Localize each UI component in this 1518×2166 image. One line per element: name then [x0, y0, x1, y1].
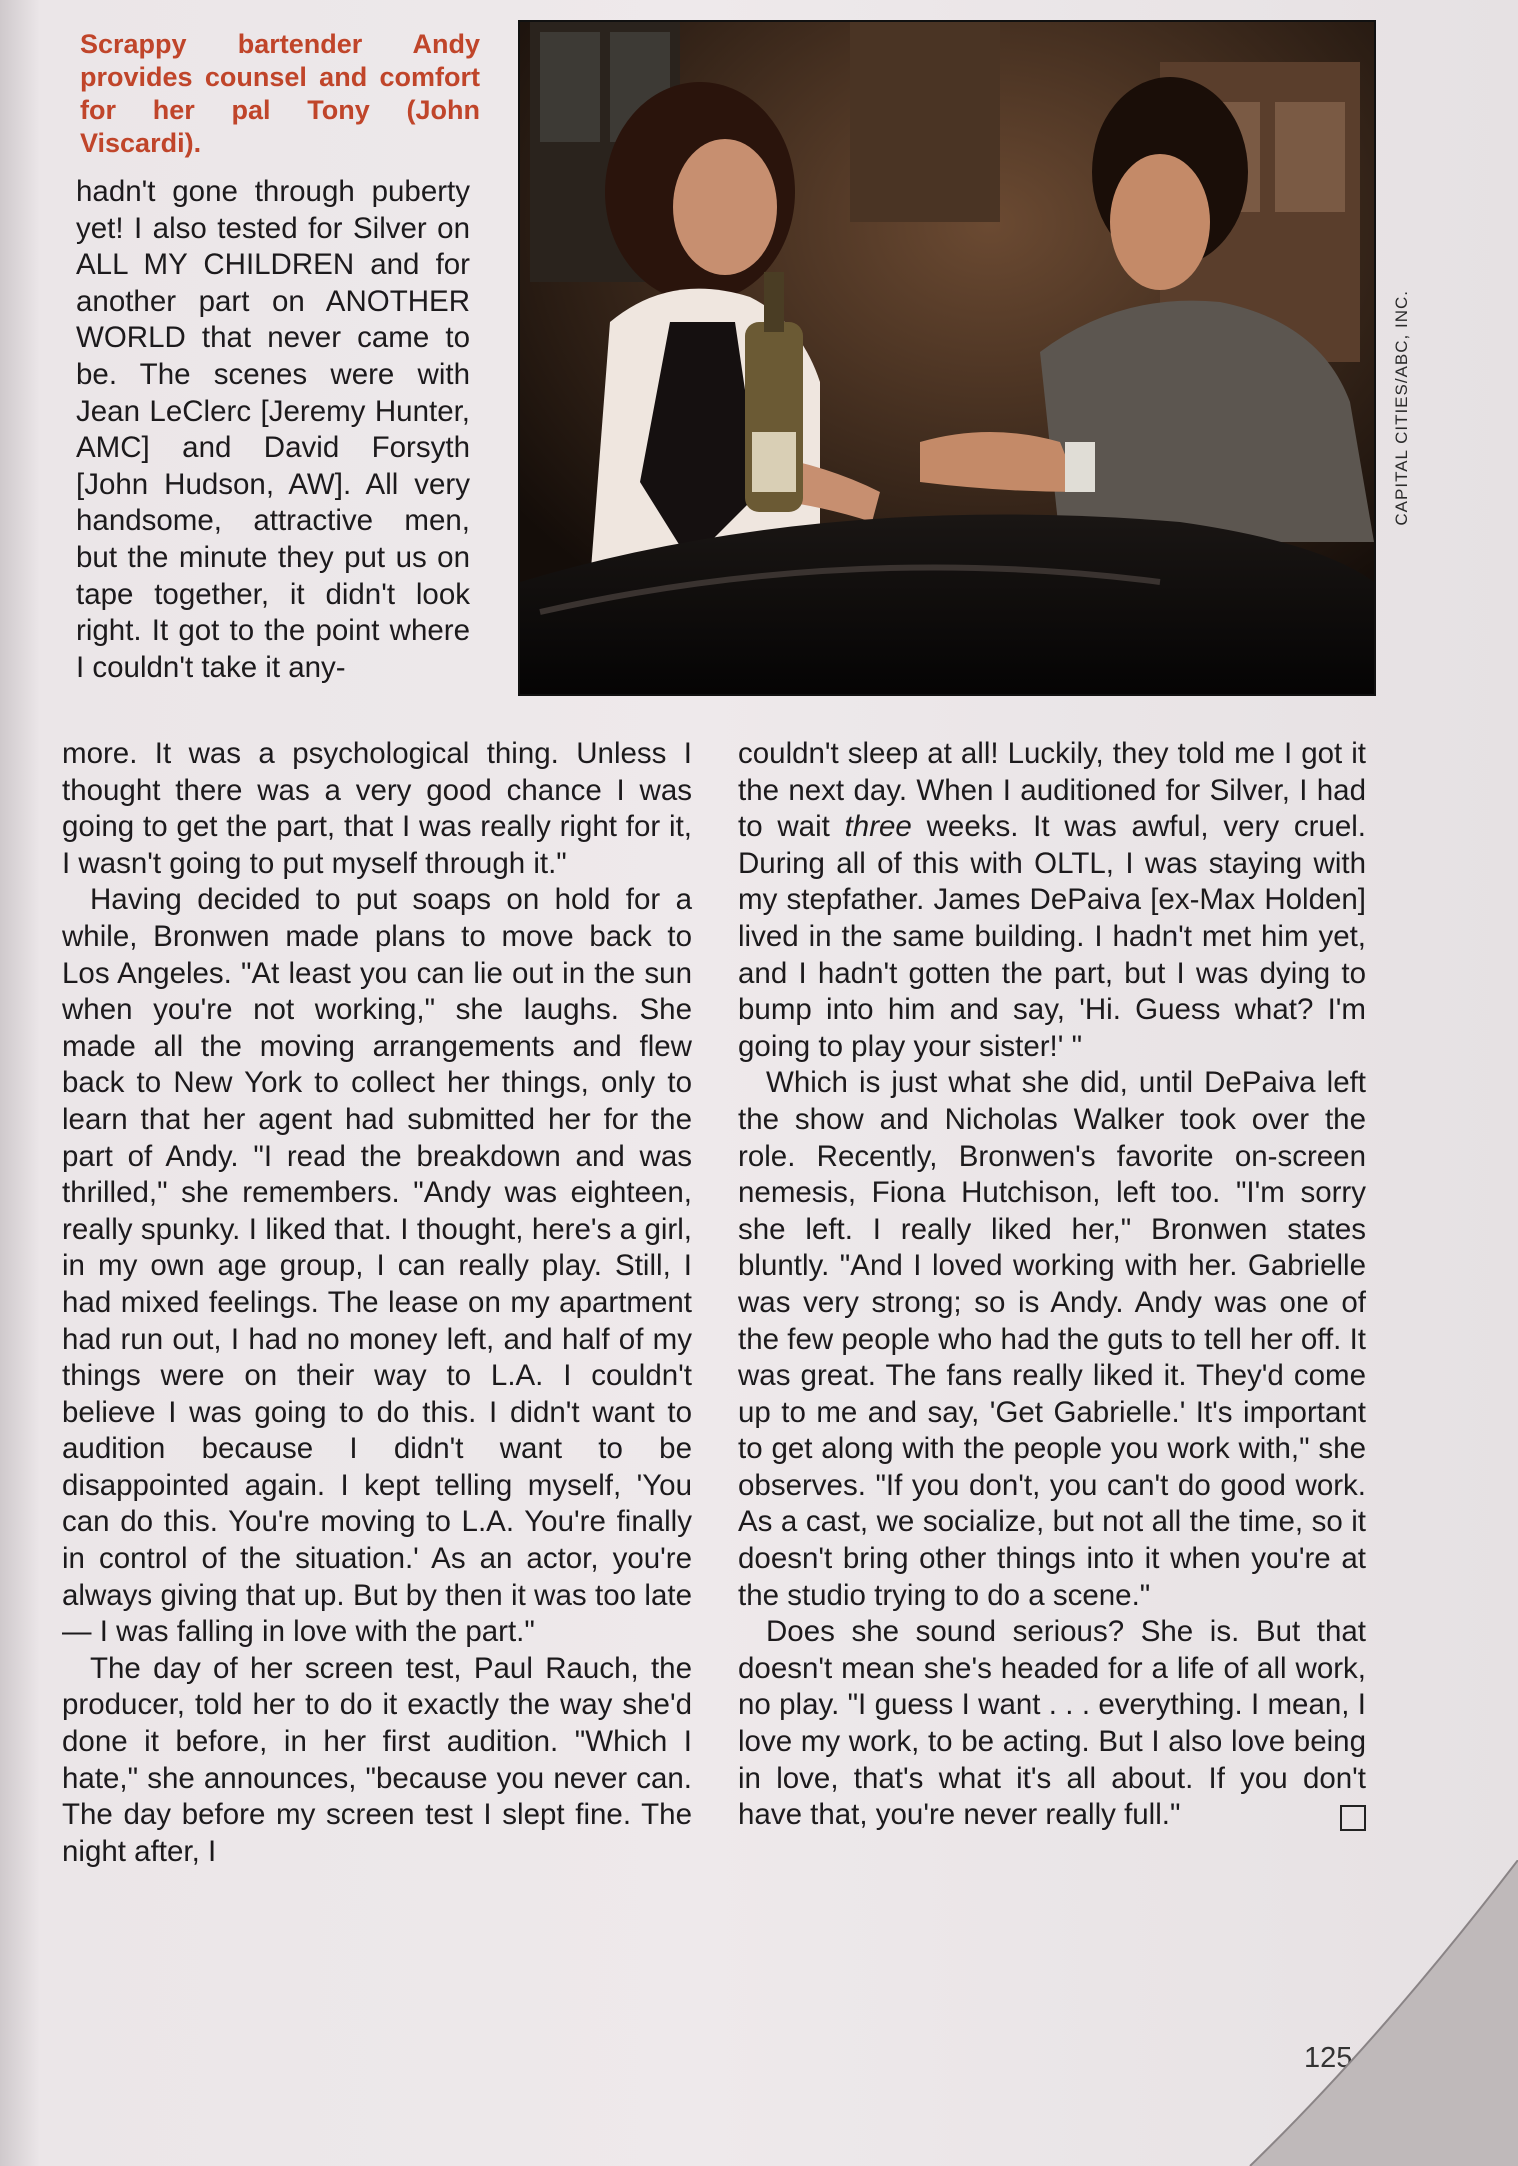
bar-scene-photo	[518, 20, 1376, 696]
page-curl	[1180, 1860, 1518, 2166]
photo-caption: Scrappy bartender Andy provides counsel and comfort for her pal Tony (John Viscardi).	[80, 29, 480, 158]
paragraph: Having decided to put soaps on hold for a while, Bronwen made plans to move back to Los Angeles. "At least you can lie out in the sun when you're not working," she laughs. She made all the moving arrangements and flew back to New York to collect her things, only to learn that her agent had submitted her for the part of Andy. "I read the breakdown and was thrilled," she remembers. "Andy was eighteen, really spunky. I liked that. I thought, here's a girl, in my own age group, I can really play. Still, I had mixed feelings. The lease on my apartment had run out, I had no money left, and half of my things were on their way to L.A. I couldn't believe I was going to do this. I didn't want to audition because I didn't want to be disappointed again. I kept telling myself, 'You can do this. You're moving to L.A. You're finally in control of the situation.' As an actor, you're always giving that up. But by then it was too late — I was falling in love with the part."	[62, 883, 692, 1649]
article-column-right	[738, 736, 1366, 1834]
article-text-top: hadn't gone through puberty yet! I also tested for Silver on ALL MY CHILDREN and for another part on ANOTHER WORLD that never came to be. The scenes were with Jean LeClerc [Jeremy Hunter, AMC] and David Forsyth [John Hudson, AW]. All very handsome, attractive men, but the minute they put us on tape together, it didn't look right. It got to the point where I couldn't take it any-	[76, 175, 470, 684]
article-column-left	[62, 736, 692, 1870]
emphasis: three	[844, 810, 912, 844]
photo-credit: CAPITAL CITIES/ABC, INC.	[1392, 290, 1411, 526]
paragraph	[738, 736, 1366, 1065]
paragraph	[738, 1614, 1366, 1834]
end-of-article-mark	[1340, 1805, 1366, 1831]
page-number: 125	[1304, 2042, 1353, 2074]
paragraph: more. It was a psychological thing. Unless I thought there was a very good chance I was going to get the part, that I was really right for it, I wasn't going to put myself through it."	[62, 737, 692, 880]
paragraph: The day of her screen test, Paul Rauch, the producer, told her to do it exactly the way she'd done it before, in her first audition. "Which I hate," she announces, "because you never can. The day before my screen test I slept fine. The night after, I	[62, 1651, 692, 1868]
photo-illustration	[520, 22, 1374, 694]
text-run: couldn't sleep at all! Luckily, they told me I got it the next day. When I auditioned for Silver, I had to wait	[738, 737, 1366, 844]
paragraph: Which is just what she did, until DePaiva left the show and Nicholas Walker took over the role. Recently, Bronwen's favorite on-screen nemesis, Fiona Hutchison, left too. "I'm sorry she left. I really liked her," Bronwen states bluntly. "And I loved working with her. Gabrielle was very strong; so is Andy. Andy was one of the few people who had the guts to tell her off. It was great. The fans really liked it. They'd come up to me and say, 'Get Gabrielle.' It's important to get along with the people you work with," she observes. "If you don't, you can't do good work. As a cast, we socialize, but not all the time, so it doesn't bring other things into it when you're at the studio trying to do a scene."	[738, 1066, 1366, 1612]
text-run: Does she sound serious? She is. But that doesn't mean she's headed for a life of all work, no play. "I guess I want . . . everything. I mean, I love my work, to be acting. But I also love being in love, that's what it's all about. If you don't have that, you're never really full."	[738, 1615, 1366, 1832]
text-run: weeks. It was awful, very cruel. During all of this with OLTL, I was staying with my stepfather. James DePaiva [ex-Max Holden] lived in the same building. I hadn't met him yet, and I hadn't gotten the part, but I was dying to bump into him and say, 'Hi. Guess what? I'm going to play your sister!' "	[738, 810, 1366, 1063]
